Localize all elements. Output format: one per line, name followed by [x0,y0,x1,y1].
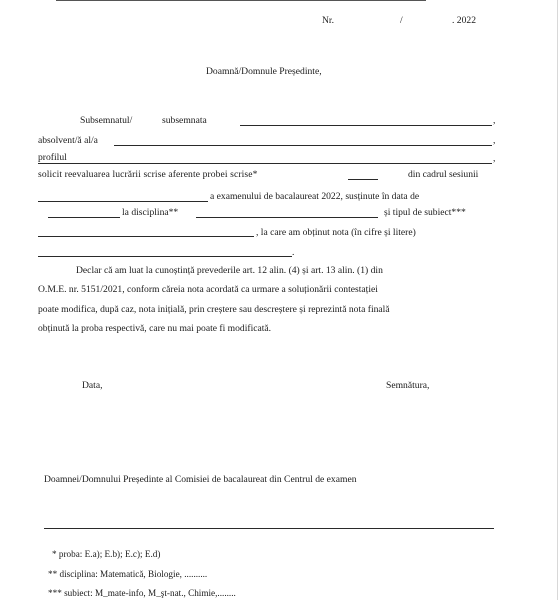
session-text: din cadrul sesiunii [408,169,479,180]
name-field[interactable] [240,125,492,126]
graduate-label: absolvent/ă al/a [38,135,98,146]
session-field[interactable] [38,201,208,202]
page-edge [557,0,558,600]
addressee-text: Doamnei/Domnului Președinte al Comisiei de bacalaureat din Centrul de examen [44,474,357,485]
undersigned-label-f: subsemnata [162,115,207,126]
declaration-line: poate modifica, după caz, nota inițială, prin creștere sau descreștere și reprezintă nota finală [38,304,390,315]
year-label: . 2022 [452,15,476,26]
exam-part-field[interactable] [348,179,378,180]
declaration-line: obținută la proba respectivă, care nu mai poate fi modificată. [38,323,272,334]
comma: , [493,115,496,126]
request-text: solicit reevaluarea lucrării scrise aferente probei scrise* [38,169,258,180]
profile-label: profilul [38,152,67,163]
footnote-disciplina: ** disciplina: Matematică, Biologie, .......... [48,569,208,579]
footnote-proba: * proba: E.a); E.b); E.c); E.d) [52,549,161,559]
comma: , [493,135,496,146]
signature-label: Semnătura, [386,380,430,391]
exam-text: a examenului de bacalaureat 2022, susținute în data de [210,191,420,202]
subject-type-label: și tipul de subiect*** [384,207,466,218]
footnote-subiect: *** subiect: M_mate-info, M_şt-nat., Chimie,........ [48,588,236,598]
salutation: Doamnă/Domnule Președinte, [206,66,322,77]
declaration-line: Declar că am luat la cunoștință prevederile art. 12 alin. (4) și art. 13 alin. (1) din [76,265,383,276]
discipline-label: la disciplina** [122,207,179,218]
top-border-line [56,0,426,1]
nr-slash: / [400,15,403,26]
period: . [292,247,295,258]
profile-field[interactable] [38,163,492,164]
date-label: Data, [82,380,103,391]
footnote-separator [44,528,494,529]
undersigned-label: Subsemnatul/ [80,115,133,126]
discipline-field[interactable] [196,217,378,218]
declaration-line: O.M.E. nr. 5151/2021, conform căreia nota acordată ca urmare a soluționării contestației [38,284,378,295]
date-field[interactable] [48,217,120,218]
school-field[interactable] [114,145,492,146]
comma: , [493,153,496,164]
grade-field[interactable] [38,256,292,257]
subject-type-field[interactable] [38,236,254,237]
grade-text: , la care am obținut nota (în cifre și litere) [256,227,416,238]
nr-label: Nr. [322,15,334,26]
